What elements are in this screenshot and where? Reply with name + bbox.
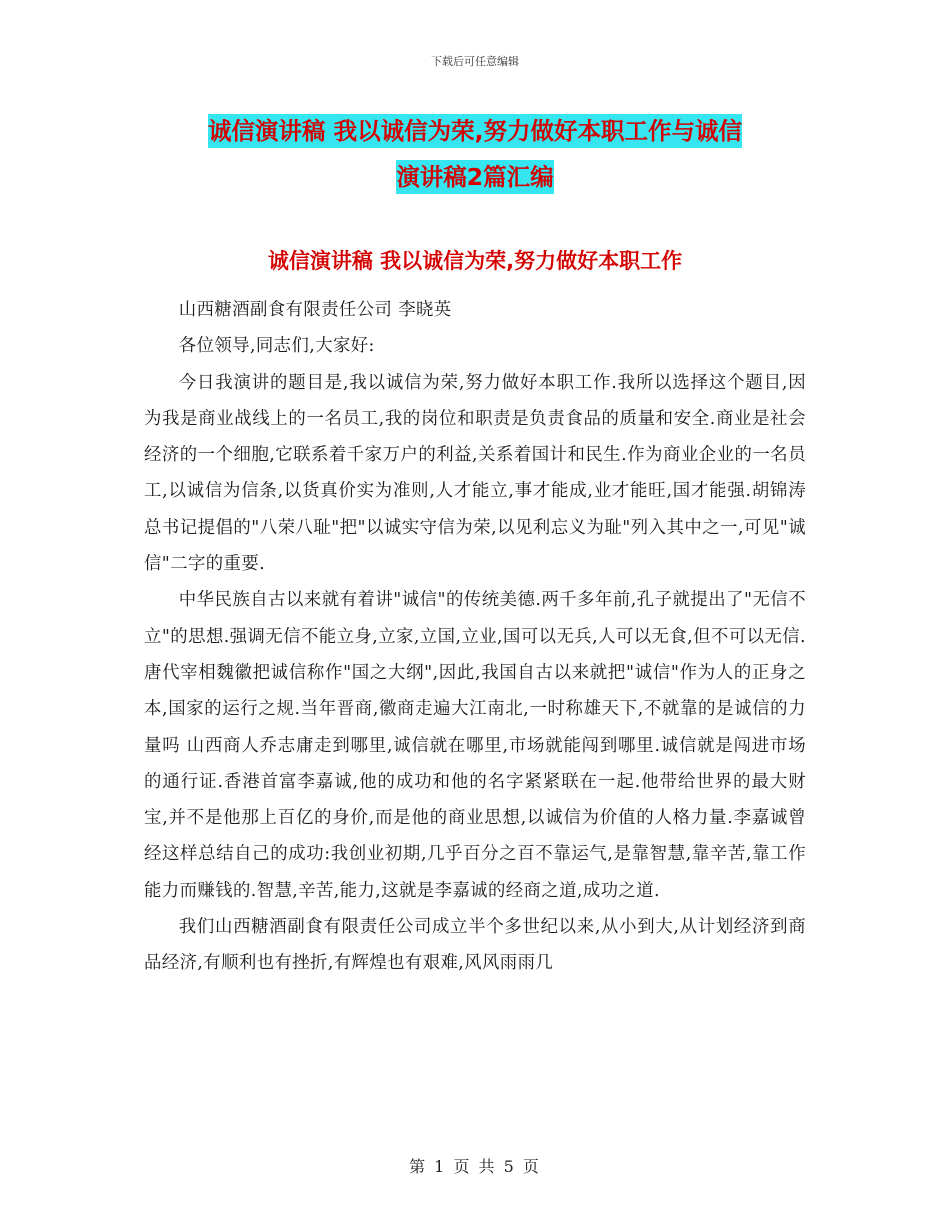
- page-header-note: 下载后可任意编辑: [431, 55, 519, 68]
- document-title: [140, 108, 810, 200]
- paragraph: 今日我演讲的题目是,我以诚信为荣,努力做好本职工作.我所以选择这个题目,因为我是商业战线上的一名员工,我的岗位和职责是负责食品的质量和安全.商业是社会经济的一个细胞,它联系着千家万户的利益,关系着国计和民生.作为商业企业的一名员工,以诚信为信条,以货真价实为准则,人才能立,事才能成,业才能旺,国才能强.胡锦涛总书记提倡的"八荣八耻"把"以诚实守信为荣,以见利忘义为耻"列入其中之一,可见"诚信"二字的重要.: [144, 372, 806, 575]
- author-line: 山西糖酒副食有限责任公司 李晓英: [178, 300, 452, 320]
- title-line-2: 演讲稿2篇汇编: [396, 160, 553, 194]
- document-body: [144, 292, 806, 982]
- title-line-1: 诚信演讲稿 我以诚信为荣,努力做好本职工作与诚信: [208, 114, 742, 148]
- paragraph: 我们山西糖酒副食有限责任公司成立半个多世纪以来,从小到大,从计划经济到商品经济,有顺利也有挫折,有辉煌也有艰难,风风雨雨几: [144, 917, 806, 974]
- section-title: 诚信演讲稿 我以诚信为荣,努力做好本职工作: [267, 249, 683, 273]
- page-footer: 第 1 页 共 5 页: [409, 1157, 541, 1176]
- greeting-line: 各位领导,同志们,大家好:: [178, 336, 375, 357]
- paragraph: 中华民族自古以来就有着讲"诚信"的传统美德.两千多年前,孔子就提出了"无信不立"的思想.强调无信不能立身,立家,立国,立业,国可以无兵,人可以无食,但不可以无信.唐代宰相魏徽把诚信称作"国之大纲",因此,我国自古以来就把"诚信"作为人的正身之本,国家的运行之规.当年晋商,徽商走遍大江南北,一时称雄天下,不就靠的是诚信的力量吗 山西商人乔志庸走到哪里,诚信就在哪里,市场就能闯到哪里.诚信就是闯进市场的通行证.香港首富李嘉诚,他的成功和他的名字紧紧联在一起.他带给世界的最大财宝,并不是他那上百亿的身价,而是他的商业思想,以诚信为价值的人格力量.李嘉诚曾经这样总结自己的成功:我创业初期,几乎百分之百不靠运气,是靠智慧,靠辛苦,靠工作能力而赚钱的.智慧,辛苦,能力,这就是李嘉诚的经商之道,成功之道.: [144, 590, 806, 901]
